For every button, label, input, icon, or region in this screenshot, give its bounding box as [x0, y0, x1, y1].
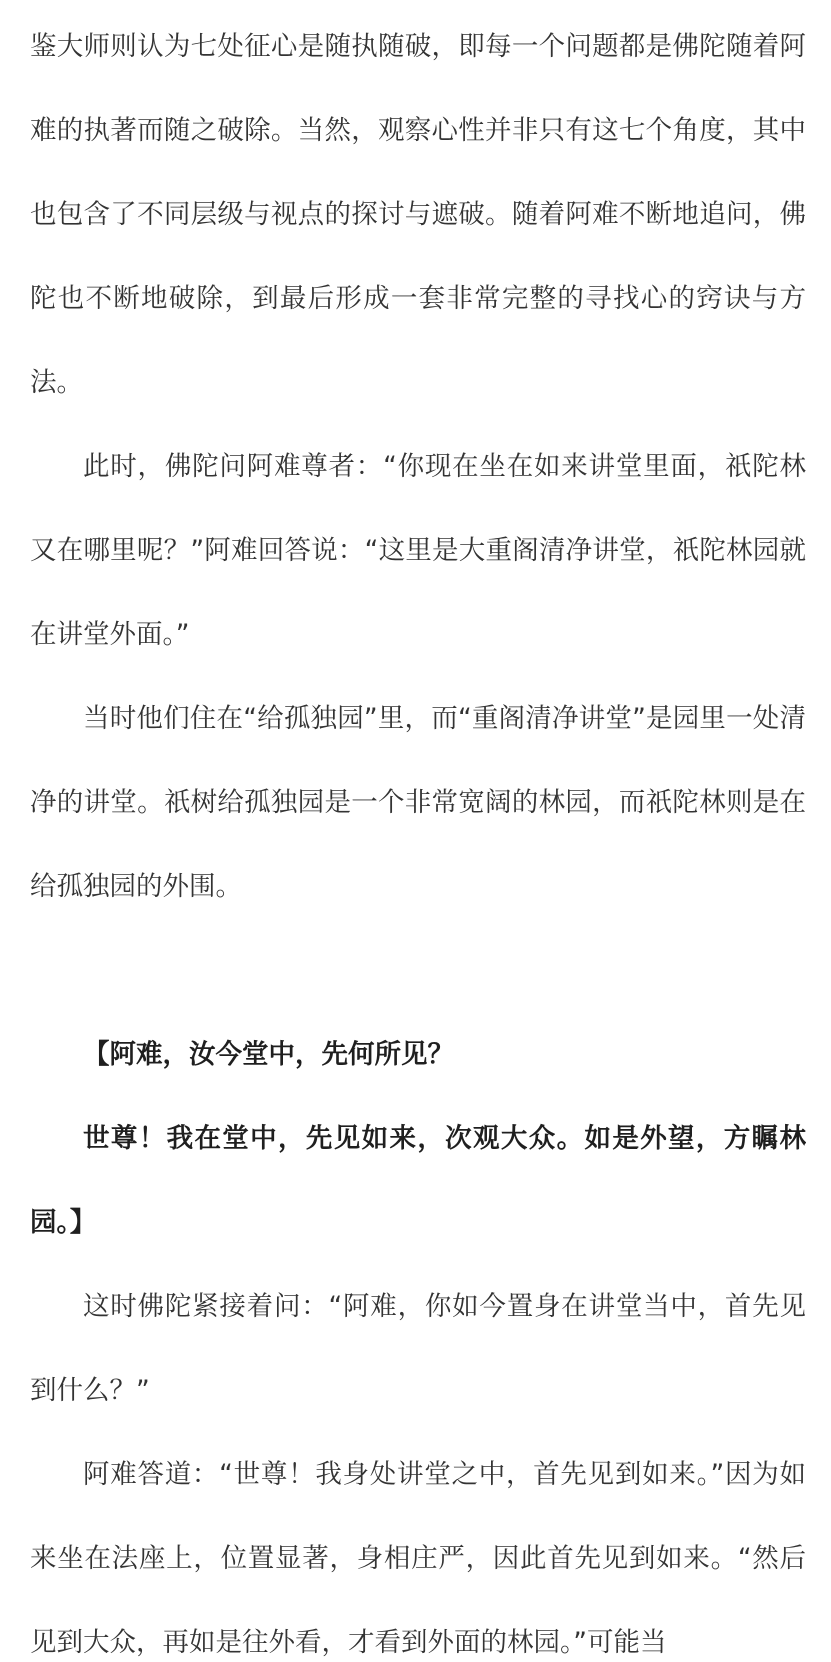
paragraph-buddha-asks: 这时佛陀紧接着问：“阿难，你如今置身在讲堂当中，首先见到什么？”	[30, 1291, 806, 1406]
sutra-quote-question: 【阿难，汝今堂中，先何所见？	[83, 1039, 454, 1070]
paragraph-ananda-answers: 阿难答道：“世尊！我身处讲堂之中，首先见到如来。”因为如来坐在法座上，位置显著，身相庄严，因此首先见到如来。“然后见到大众，再如是往外看，才看到外面的林园。”可能当	[30, 1459, 806, 1658]
paragraph-intro: 鉴大师则认为七处征心是随执随破，即每一个问题都是佛陀随着阿难的执著而随之破除。当然，观察心性并非只有这七个角度，其中也包含了不同层级与视点的探讨与遮破。随着阿难不断地追问，佛陀也不断地破除，到最后形成一套非常完整的寻找心的窍诀与方法。	[30, 31, 806, 398]
paragraph-gap	[30, 929, 806, 1013]
article-body	[30, 0, 806, 1662]
paragraph-question-jeta-grove: 此时，佛陀问阿难尊者：“你现在坐在如来讲堂里面，祇陀林又在哪里呢？”阿难回答说：“这里是大重阁清净讲堂，祇陀林园就在讲堂外面。”	[30, 451, 806, 650]
sutra-quote-answer: 世尊！我在堂中，先见如来，次观大众。如是外望，方瞩林园。】	[30, 1123, 806, 1238]
paragraph-garden-context: 当时他们住在“给孤独园”里，而“重阁清净讲堂”是园里一处清净的讲堂。祇树给孤独园是一个非常宽阔的林园，而祇陀林则是在给孤独园的外围。	[30, 703, 806, 902]
